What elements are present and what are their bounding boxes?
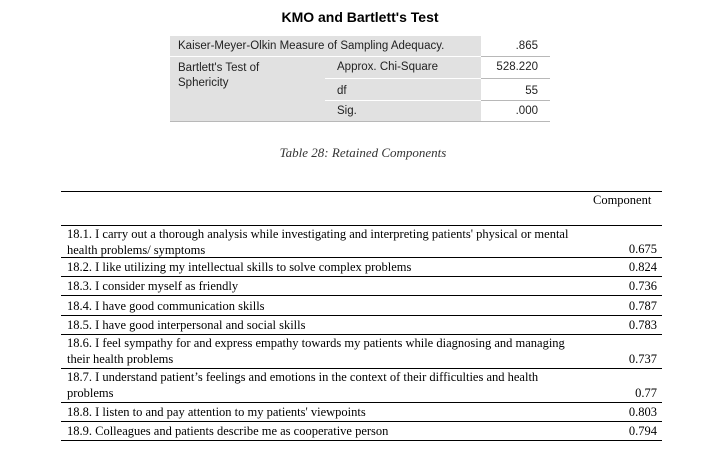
sig-value: .000 xyxy=(515,105,538,117)
bartlett-label: Bartlett's Test of Sphericity xyxy=(178,62,260,89)
kmo-bartlett-table xyxy=(170,36,550,122)
loading-value: 0.736 xyxy=(628,279,657,293)
table-row xyxy=(61,226,662,258)
bartlett-label-cell xyxy=(170,57,325,122)
kmo-label-cell xyxy=(170,36,481,57)
loading-value: 0.824 xyxy=(628,260,657,274)
df-label-cell xyxy=(325,79,481,101)
df-value-cell xyxy=(481,79,550,101)
kmo-label: Kaiser-Meyer-Olkin Measure of Sampling Adequacy. xyxy=(178,40,445,52)
item-text: 18.4. I have good communication skills xyxy=(67,299,265,313)
table-row xyxy=(61,369,662,403)
sig-label: Sig. xyxy=(337,105,357,117)
kmo-value-cell xyxy=(481,36,550,57)
item-text: 18.1. I carry out a thorough analysis while investigating and interpreting patients' physical or mental health problems/ symptoms xyxy=(67,227,569,257)
table-row xyxy=(61,296,662,316)
chi-square-label-cell xyxy=(325,57,481,79)
item-text: 18.6. I feel sympathy for and express empathy towards my patients while diagnosing and managing their health problems xyxy=(67,336,565,366)
table-row xyxy=(61,422,662,441)
table-caption: Table 28: Retained Components xyxy=(279,145,447,160)
df-label: df xyxy=(337,85,347,97)
loading-value: 0.77 xyxy=(635,386,657,400)
component-header: Component xyxy=(593,193,652,207)
loading-value: 0.787 xyxy=(628,299,657,313)
table-top-rule xyxy=(61,191,662,192)
loading-value: 0.675 xyxy=(628,242,657,256)
df-value: 55 xyxy=(525,85,538,97)
loading-value: 0.783 xyxy=(628,318,657,332)
table-row xyxy=(61,335,662,369)
table-row xyxy=(61,403,662,422)
item-text: 18.8. I listen to and pay attention to my patients' viewpoints xyxy=(67,405,366,419)
loading-value: 0.794 xyxy=(628,424,657,438)
chi-square-value-cell xyxy=(481,57,550,79)
chi-square-value: 528.220 xyxy=(496,61,538,73)
kmo-value: .865 xyxy=(515,40,538,52)
item-text: 18.9. Colleagues and patients describe me as cooperative person xyxy=(67,424,389,438)
sig-value-cell xyxy=(481,101,550,122)
kmo-table-title: KMO and Bartlett's Test xyxy=(281,9,439,25)
item-text: 18.3. I consider myself as friendly xyxy=(67,279,239,293)
chi-square-label: Approx. Chi-Square xyxy=(337,61,438,73)
item-text: 18.7. I understand patient’s feelings and emotions in the context of their difficulties and health problems xyxy=(67,370,539,400)
loading-value: 0.803 xyxy=(628,405,657,419)
sig-label-cell xyxy=(325,101,481,122)
item-text: 18.2. I like utilizing my intellectual skills to solve complex problems xyxy=(67,260,412,274)
table-row xyxy=(61,277,662,296)
table-row xyxy=(61,258,662,277)
loading-value: 0.737 xyxy=(628,352,657,366)
item-text: 18.5. I have good interpersonal and social skills xyxy=(67,318,306,332)
table-row xyxy=(61,316,662,335)
